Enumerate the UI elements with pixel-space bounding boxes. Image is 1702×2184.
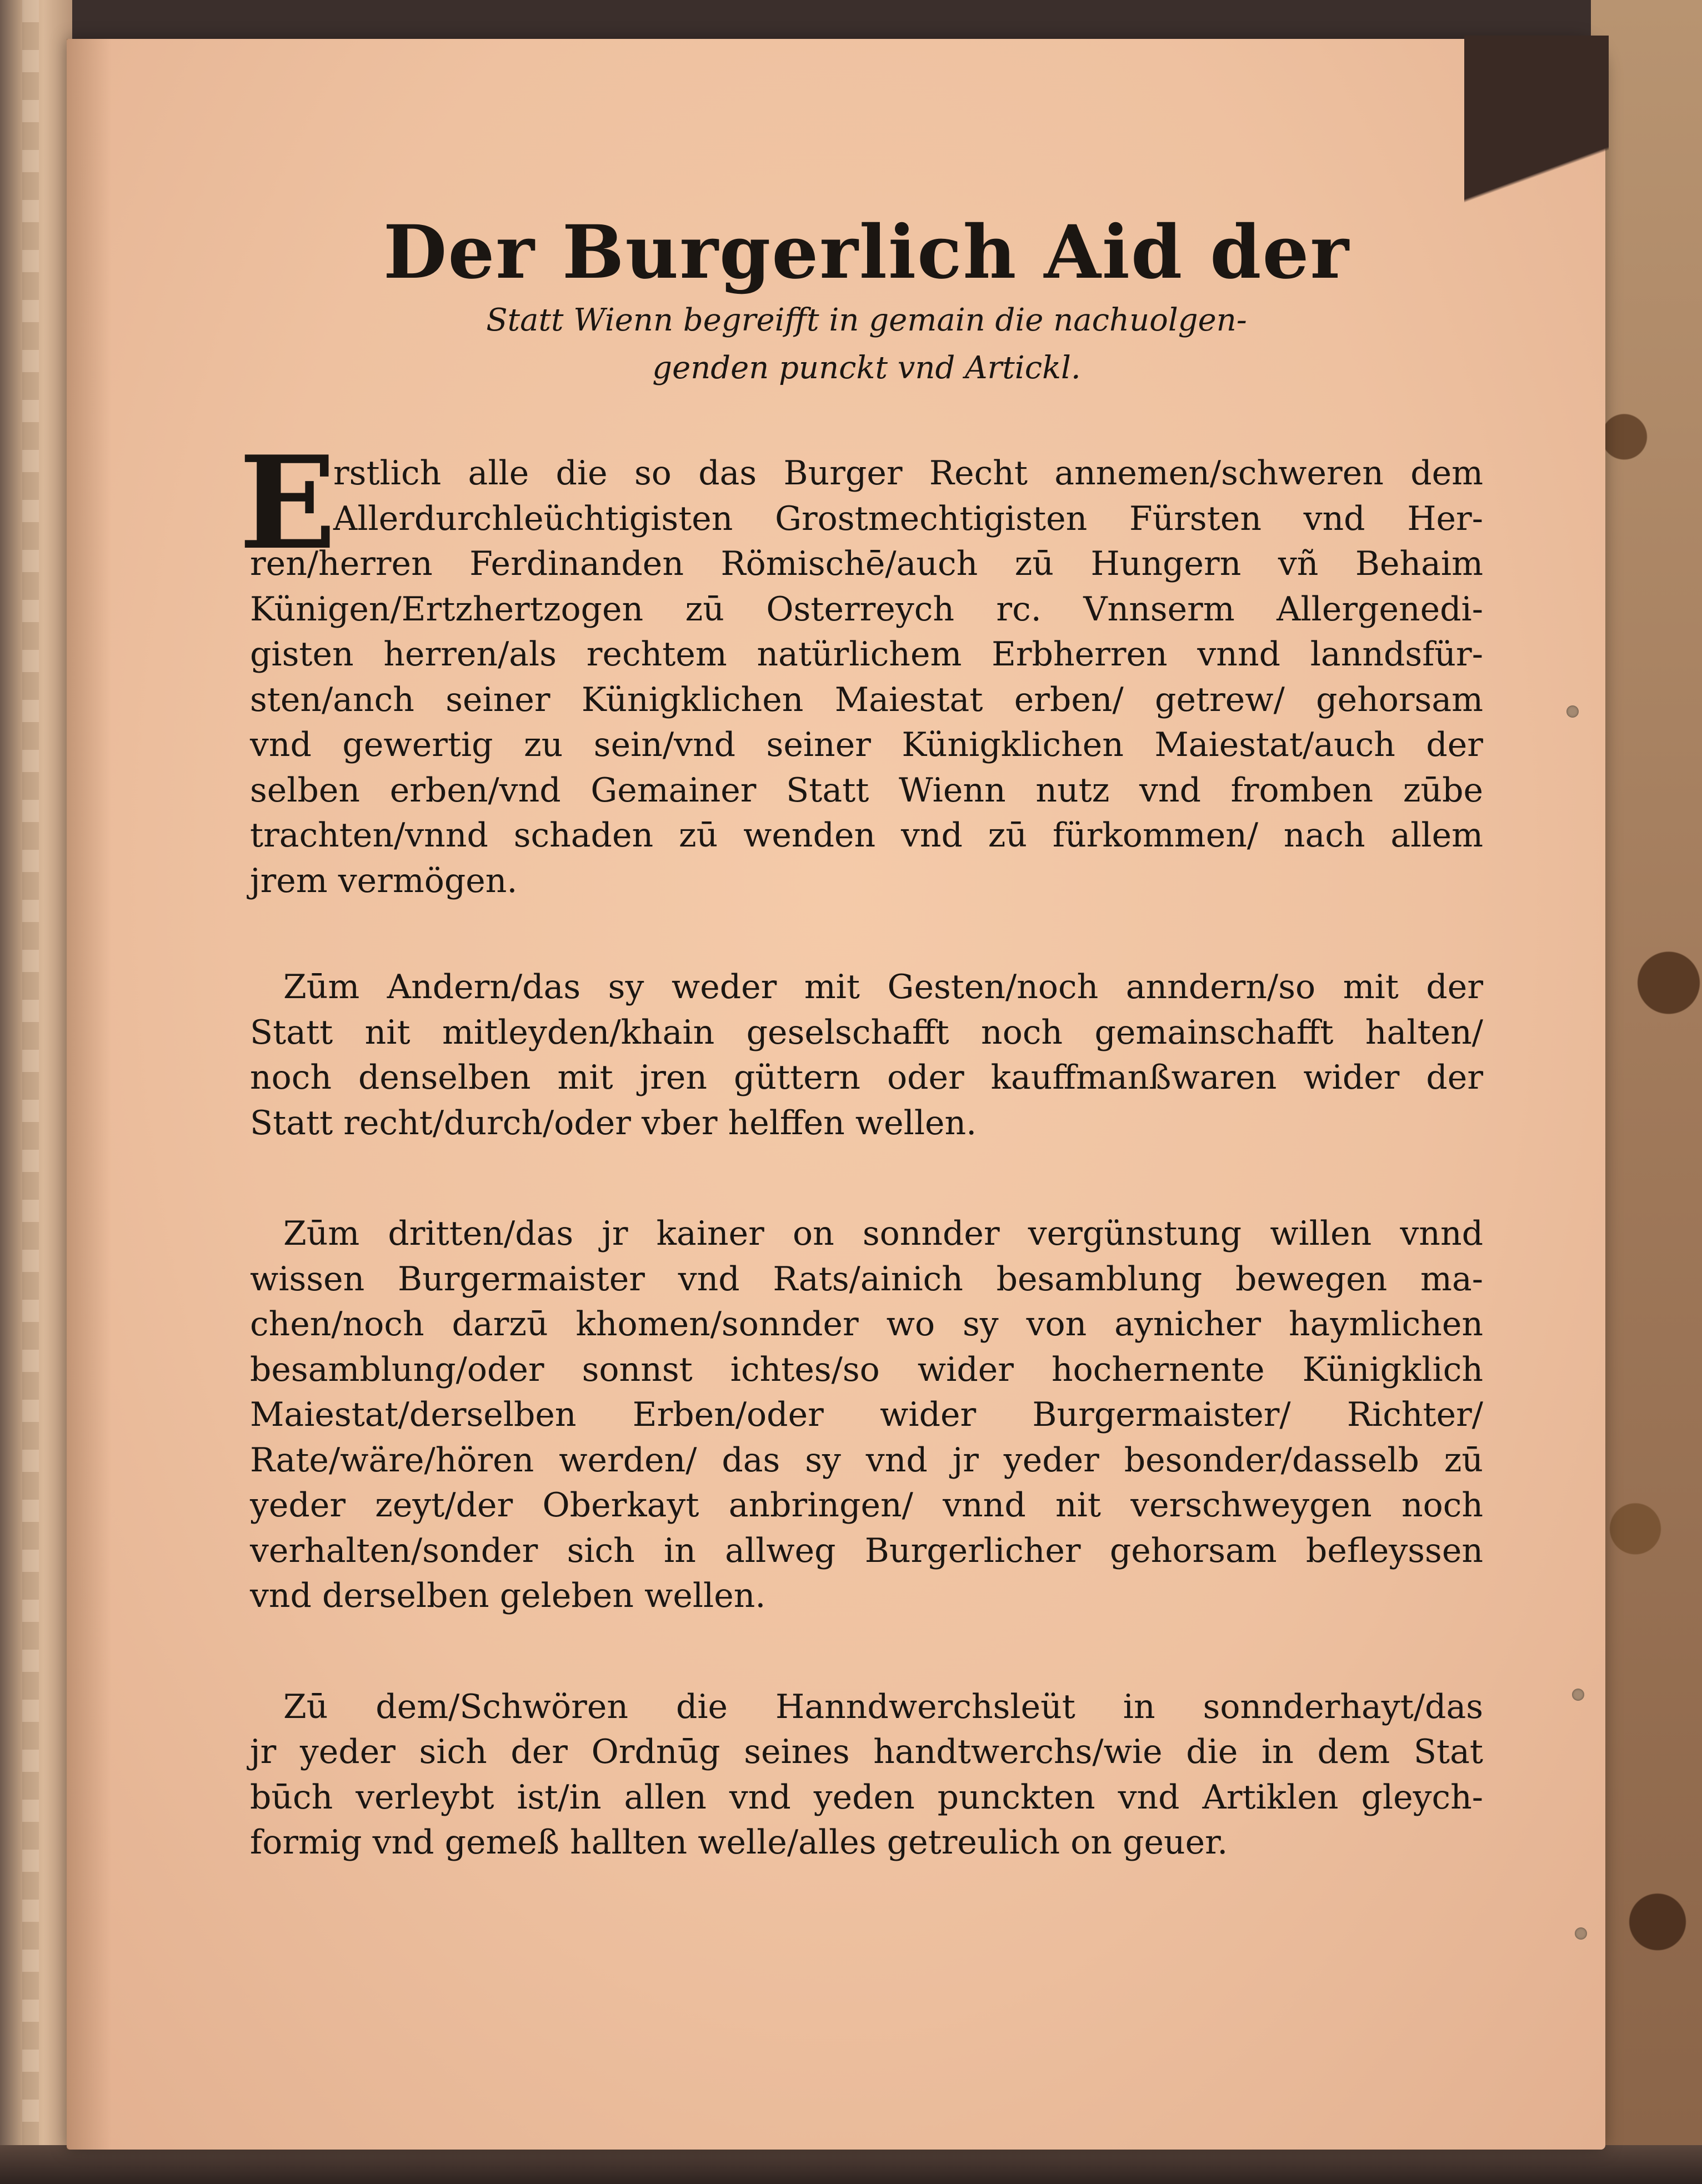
binding-hole	[1575, 1927, 1587, 1940]
text-line: besamblung/oder sonnst ichtes/so wider hochernente Künigklich	[250, 1350, 1483, 1389]
text-line: trachten/vnnd schaden zū wenden vnd zū fürkommen/ nach allem	[250, 816, 1483, 855]
text-line: jrem vermögen.	[250, 861, 518, 900]
text-line: jr yeder sich der Ordnūg seines handtwerchs/wie die in dem Stat	[250, 1732, 1483, 1771]
page-gutter-shadow	[67, 39, 111, 2150]
text-line: Statt nit mitleyden/khain geselschafft noch gemainschafft halten/	[250, 1013, 1483, 1052]
text-line: sten/anch seiner Künigklichen Maiestat erben/ getrew/ gehorsam	[250, 680, 1483, 719]
document-text	[239, 209, 1483, 1866]
text-line: Rate/wäre/hören werden/ das sy vnd jr yeder besonder/dasselb zū	[250, 1440, 1483, 1480]
text-line: chen/noch darzū khomen/sonnder wo sy von aynicher haymlichen	[250, 1305, 1483, 1344]
binding-hole	[1566, 705, 1579, 718]
text-line: gisten herren/als rechtem natürlichem Erbherren vnnd lanndsfür-	[250, 635, 1483, 674]
drop-cap: E	[239, 428, 337, 578]
paragraph-4	[250, 1685, 1483, 1866]
document-title: Der Burgerlich Aid der	[383, 209, 1350, 295]
document-subtitle	[250, 297, 1483, 392]
text-line: būch verleybt ist/in allen vnd yeden punckten vnd Artiklen gleych-	[250, 1777, 1483, 1817]
binding-hole	[1572, 1689, 1584, 1701]
subtitle-line: genden punckt vnd Artickl.	[652, 350, 1081, 386]
text-line: Zūm Andern/das sy weder mit Gesten/noch anndern/so mit der	[283, 968, 1483, 1006]
text-line: Zūm dritten/das jr kainer on sonnder vergünstung willen vnnd	[283, 1214, 1483, 1253]
text-line: formig vnd gemeß hallten welle/alles getreulich on geuer.	[250, 1823, 1228, 1862]
text-line: vnd derselben geleben wellen.	[250, 1576, 766, 1615]
text-line: noch denselben mit jren güttern oder kauffmanßwaren wider der	[250, 1058, 1483, 1097]
text-line: verhalten/sonder sich in allweg Burgerlicher gehorsam befleyssen	[250, 1531, 1483, 1570]
text-line: Allerdurchleüchtigisten Grostmechtigisten Fürsten vnd Her-	[333, 499, 1483, 538]
bottom-cover-edge	[0, 2145, 1702, 2184]
text-line: yeder zeyt/der Oberkayt anbringen/ vnnd nit verschweygen noch	[250, 1486, 1483, 1525]
left-page-edge	[22, 0, 39, 2184]
paragraph-3	[250, 1211, 1483, 1619]
paragraph-1	[239, 428, 1483, 904]
subtitle-line: Statt Wienn begreifft in gemain die nachuolgen-	[486, 302, 1247, 338]
text-line: wissen Burgermaister vnd Rats/ainich besamblung bewegen ma-	[250, 1259, 1483, 1299]
text-line: Maiestat/derselben Erben/oder wider Burgermaister/ Richter/	[250, 1395, 1483, 1434]
text-line: ren/herren Ferdinanden Römischē/auch zū Hungern vñ Behaim	[250, 544, 1483, 583]
text-line: vnd gewertig zu sein/vnd seiner Künigklichen Maiestat/auch der	[250, 725, 1483, 764]
text-line: selben erben/vnd Gemainer Statt Wienn nutz vnd fromben zūbe	[250, 770, 1483, 810]
text-line: Statt recht/durch/oder vber helffen wellen.	[250, 1103, 977, 1143]
text-line: rstlich alle die so das Burger Recht annemen/schweren dem	[333, 454, 1483, 493]
torn-corner	[1464, 36, 1609, 347]
text-line: Künigen/Ertzhertzogen zū Osterreych rc. Vnnserm Allergenedi-	[250, 589, 1483, 629]
paragraph-2	[250, 965, 1483, 1146]
text-line: Zū dem/Schwören die Hanndwerchsleüt in sonnderhayt/das	[283, 1687, 1483, 1726]
